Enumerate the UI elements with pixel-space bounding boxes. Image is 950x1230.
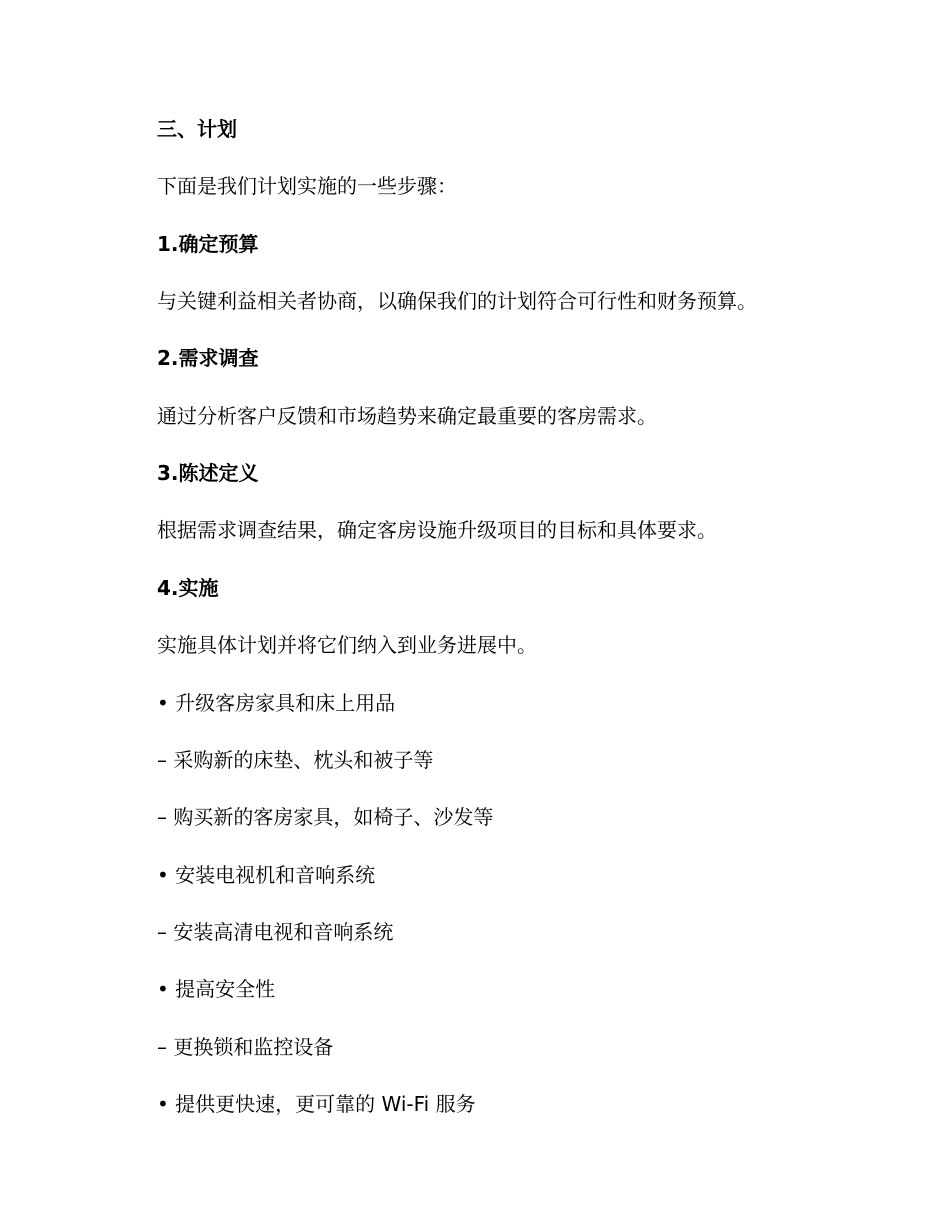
step-text: 实施具体计划并将它们纳入到业务进展中。	[157, 633, 537, 657]
list-item: • 安装电视机和音响系统	[157, 863, 376, 887]
step-heading: 4.实施	[157, 576, 219, 600]
step-text: 通过分析客户反馈和市场趋势来确定最重要的客房需求。	[157, 404, 657, 428]
list-item: – 购买新的客房家具，如椅子、沙发等	[157, 805, 494, 829]
list-item: – 采购新的床垫、枕头和被子等	[157, 748, 434, 772]
step-heading: 1.确定预算	[157, 232, 259, 256]
step-heading: 3.陈述定义	[157, 461, 259, 485]
step-text: 与关键利益相关者协商，以确保我们的计划符合可行性和财务预算。	[157, 289, 757, 313]
list-item: – 安装高清电视和音响系统	[157, 920, 394, 944]
list-item: • 提高安全性	[157, 977, 276, 1001]
intro-text: 下面是我们计划实施的一些步骤：	[157, 174, 457, 198]
step-text: 根据需求调查结果，确定客房设施升级项目的目标和具体要求。	[157, 518, 717, 542]
list-item: • 升级客房家具和床上用品	[157, 691, 396, 715]
step-heading: 2.需求调查	[157, 346, 259, 370]
section-title: 三、计划	[157, 117, 237, 141]
list-item: – 更换锁和监控设备	[157, 1035, 334, 1059]
list-item: • 提供更快速，更可靠的 Wi-Fi 服务	[157, 1092, 476, 1116]
